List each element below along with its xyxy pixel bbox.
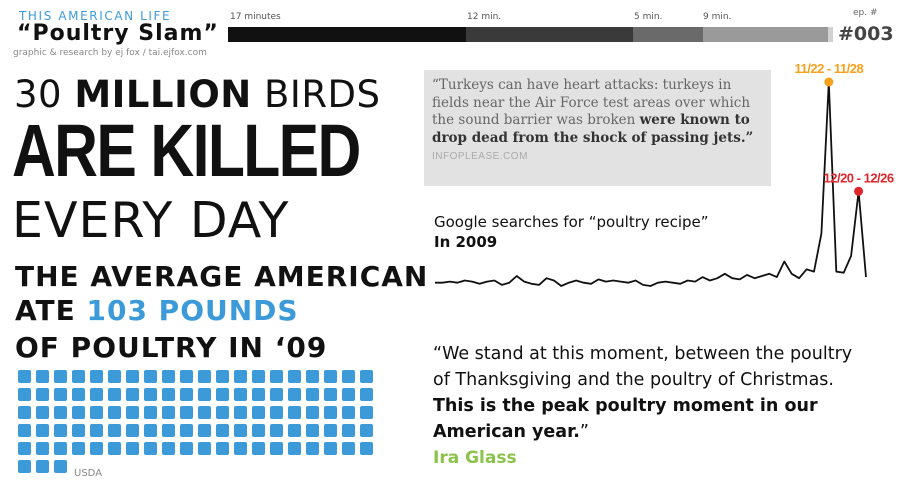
peak-marker bbox=[854, 187, 863, 196]
peak-label: 12/20 - 12/26 bbox=[823, 170, 894, 186]
headline-line-1: 30 MILLION BIRDS bbox=[14, 73, 381, 116]
average-line-3: OF POULTRY IN ‘09 bbox=[15, 331, 328, 364]
fact-source: INFOPLEASE.COM bbox=[432, 151, 528, 162]
pounds-highlight: 103 POUNDS bbox=[86, 294, 299, 327]
headline-line-2: ARE KILLED bbox=[12, 109, 360, 192]
fact-text: “Turkeys can have heart attacks: turkeys in fields near the Air Force test areas over which the sound barrier was broken were known to drop dead from the shock of passing jets.” INFOPLEASE.COM bbox=[432, 77, 754, 162]
segment-label-4: 9 min. bbox=[703, 12, 732, 22]
chart-title: Google searches for “poultry recipe” In 2009 bbox=[434, 213, 709, 251]
glass-quote: “We stand at this moment, between the poultry of Thanksgiving and the poultry of Christmas. This is the peak poultry moment in our American year.” bbox=[433, 344, 853, 442]
average-line-2: ATE 103 POUNDS bbox=[15, 294, 299, 327]
segment-label-2: 12 min. bbox=[467, 12, 502, 22]
show-name: THIS AMERICAN LIFE bbox=[19, 9, 172, 23]
peak-label: 11/22 - 11/28 bbox=[794, 61, 864, 76]
segment-label-1: 17 minutes bbox=[230, 12, 281, 22]
headline-line-3: EVERY DAY bbox=[12, 192, 290, 249]
average-line-1: THE AVERAGE AMERICAN bbox=[15, 260, 429, 293]
episode-number: #003 bbox=[838, 23, 894, 45]
credit-line: graphic & research by ej fox / tai.ejfox.com bbox=[13, 48, 207, 58]
quote-author: Ira Glass bbox=[433, 448, 517, 468]
segment-label-3: 5 min. bbox=[634, 12, 663, 22]
episode-label: ep. # bbox=[853, 8, 878, 18]
usda-source: USDA bbox=[74, 468, 103, 479]
peak-marker bbox=[824, 78, 833, 87]
episode-title: “Poultry Slam” bbox=[17, 21, 219, 46]
trend-line bbox=[435, 82, 866, 286]
